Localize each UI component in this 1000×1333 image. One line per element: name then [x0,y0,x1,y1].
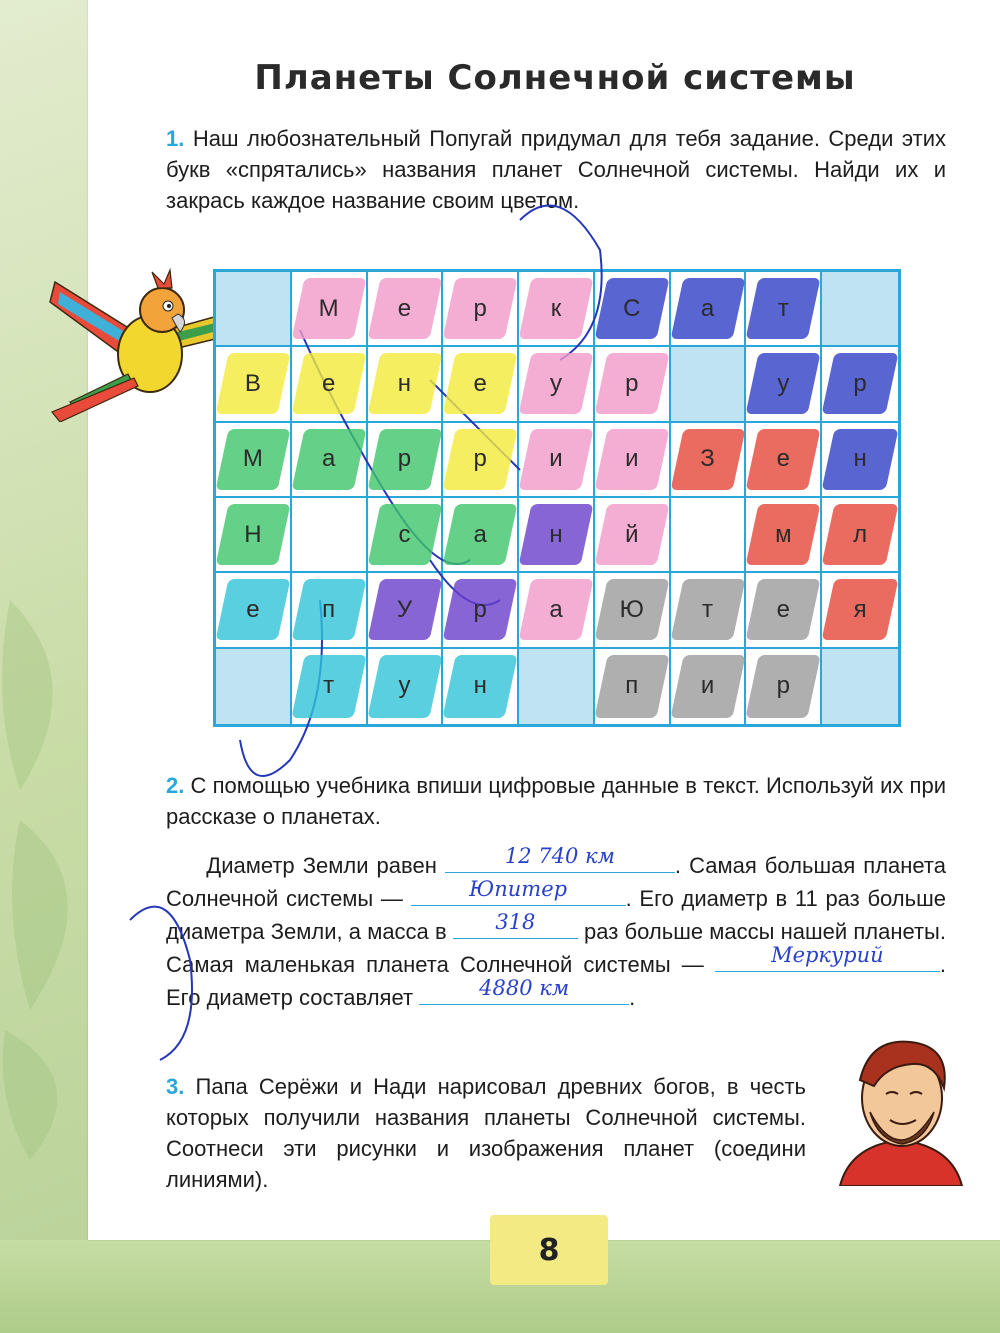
mercury-diameter-field[interactable] [419,976,629,1005]
grid-letter: т [777,294,789,322]
grid-letter: У [396,595,413,623]
grid-cell[interactable] [292,423,368,498]
grid-cell[interactable] [443,347,519,422]
grid-cell[interactable] [595,649,671,724]
task-1-text [166,123,946,216]
grid-cell[interactable] [595,573,671,648]
grid-letter: у [549,369,562,397]
smallest-planet-answer: Меркурий [771,943,884,967]
grid-letter: й [625,520,639,548]
grid-cell[interactable] [595,423,671,498]
grid-letter: и [625,445,639,473]
grid-letter: Ю [619,595,644,623]
grid-cell[interactable] [746,423,822,498]
grid-letter: М [318,294,339,322]
grid-cell[interactable] [443,272,519,347]
mercury-diameter-answer: 4880 км [479,976,570,1000]
grid-letter: п [625,672,639,700]
task-2-fill-in-text [166,844,947,1013]
grid-cell[interactable] [822,498,898,573]
fill-in-text-part-1: Диаметр Земли равен [206,853,437,878]
grid-cell[interactable] [368,272,444,347]
grid-cell[interactable] [671,272,747,347]
grid-letter: у [777,369,790,397]
grid-cell[interactable] [519,573,595,648]
grid-letter: е [321,369,336,397]
task-1-number: 1. [166,126,185,151]
grid-cell[interactable] [292,498,368,573]
grid-cell[interactable] [443,573,519,648]
grid-letter: М [242,445,263,473]
grid-cell[interactable] [368,347,444,422]
grid-cell[interactable] [822,573,898,648]
grid-cell[interactable] [216,347,292,422]
grid-cell[interactable] [595,347,671,422]
grid-letter: л [853,520,868,548]
fill-in-text-part-4: раз больше массы нашей планеты. Самая маленькая планета Солнечной системы — [166,919,946,977]
grid-cell[interactable] [822,272,898,347]
grid-letter: и [549,445,563,473]
grid-cell[interactable] [368,649,444,724]
earth-diameter-answer: 12 740 км [504,844,615,868]
grid-letter: е [776,445,790,473]
grid-letter: Н [244,520,262,548]
fill-in-text-part-6: . [629,985,636,1010]
grid-cell[interactable] [443,423,519,498]
grid-letter: а [321,445,336,473]
grid-letter: В [244,369,261,397]
task-1-description: Наш любознательный Попугай придумал для тебя задание. Среди этих букв «спрятались» названия планет Солнечной системы. Найди их и закрась каждое название своим цветом. [166,126,946,213]
grid-letter: п [322,595,336,623]
fill-in-text-part-5: . Его диаметр составляет [166,952,946,1010]
grid-letter: н [397,369,412,397]
grid-cell[interactable] [595,272,671,347]
grid-cell[interactable] [292,272,368,347]
grid-cell[interactable] [519,347,595,422]
grid-letter: р [625,369,639,397]
fill-in-text-part-3: . Его диаметр в 11 раз больше диаметра Земли, а масса в [166,886,946,944]
grid-cell[interactable] [671,347,747,422]
grid-cell[interactable] [746,272,822,347]
grid-letter: р [853,369,867,397]
grid-cell[interactable] [216,573,292,648]
grid-letter: к [550,294,562,322]
grid-cell[interactable] [216,649,292,724]
grid-letter: я [853,595,867,623]
largest-planet-answer: Юпитер [469,877,568,901]
grid-cell[interactable] [595,498,671,573]
earth-diameter-field[interactable] [445,844,675,873]
grid-cell[interactable] [292,573,368,648]
grid-cell[interactable] [443,649,519,724]
grid-cell[interactable] [822,347,898,422]
grid-letter: т [702,595,714,623]
grid-cell[interactable] [519,498,595,573]
grid-cell[interactable] [519,272,595,347]
fill-in-text-part-2: . Самая большая планета Солнечной системы — [166,853,947,911]
grid-letter: З [700,445,715,473]
grid-letter: у [398,672,411,700]
grid-letter: и [700,672,715,700]
grid-letter: е [776,595,790,623]
grid-cell[interactable] [443,498,519,573]
grid-cell[interactable] [822,649,898,724]
grid-letter: а [473,520,487,548]
grid-letter: р [397,445,412,473]
grid-cell[interactable] [292,649,368,724]
task-2-number: 2. [166,773,185,798]
task-3-text [166,1071,806,1195]
smallest-planet-field[interactable] [715,943,940,972]
grid-cell[interactable] [822,423,898,498]
page-title: Планеты Солнечной системы [254,58,856,98]
grid-letter: а [549,595,563,623]
grid-letter: с [398,520,411,548]
grid-cell[interactable] [519,649,595,724]
grid-cell[interactable] [216,498,292,573]
grid-letter: р [473,445,487,473]
grid-letter: е [246,595,260,623]
grid-letter: м [775,520,792,548]
grid-letter: р [473,294,487,322]
letter-grid [213,269,901,727]
grid-cell[interactable] [368,573,444,648]
grid-letter: н [549,520,563,548]
grid-letter: е [397,294,412,322]
mass-ratio-answer: 318 [495,910,536,934]
grid-letter: С [623,294,641,322]
mass-ratio-field[interactable] [453,910,578,939]
grid-letter: т [323,672,335,700]
task-2-text [166,770,946,832]
grid-cell[interactable] [216,423,292,498]
grid-cell[interactable] [671,573,747,648]
grid-cell[interactable] [746,649,822,724]
largest-planet-field[interactable] [411,877,626,906]
grid-cell[interactable] [746,573,822,648]
grid-letter: р [776,672,790,700]
grid-cell[interactable] [746,347,822,422]
grid-cell[interactable] [671,498,747,573]
task-3-number: 3. [166,1074,185,1099]
grid-letter: н [853,445,867,473]
grid-cell[interactable] [216,272,292,347]
task-3-description: Папа Серёжи и Нади нарисовал древних богов, в честь которых получили названия планеты Солнечной системы. Соотнеси эти рисунки и изображения планет (соедини линиями). [166,1074,806,1192]
grid-cell[interactable] [671,649,747,724]
father-illustration-icon [830,1028,970,1186]
grid-letter: а [700,294,715,322]
grid-cell[interactable] [671,423,747,498]
grid-cell[interactable] [519,423,595,498]
grid-letter: р [473,595,487,623]
grid-cell[interactable] [292,347,368,422]
grid-letter: е [473,369,487,397]
page-number: 8 [490,1215,608,1285]
grid-cell[interactable] [368,423,444,498]
grid-cell[interactable] [368,498,444,573]
task-2-description: С помощью учебника впиши цифровые данные в текст. Используй их при рассказе о планетах. [166,773,946,829]
grid-letter: н [473,672,487,700]
grid-cell[interactable] [746,498,822,573]
